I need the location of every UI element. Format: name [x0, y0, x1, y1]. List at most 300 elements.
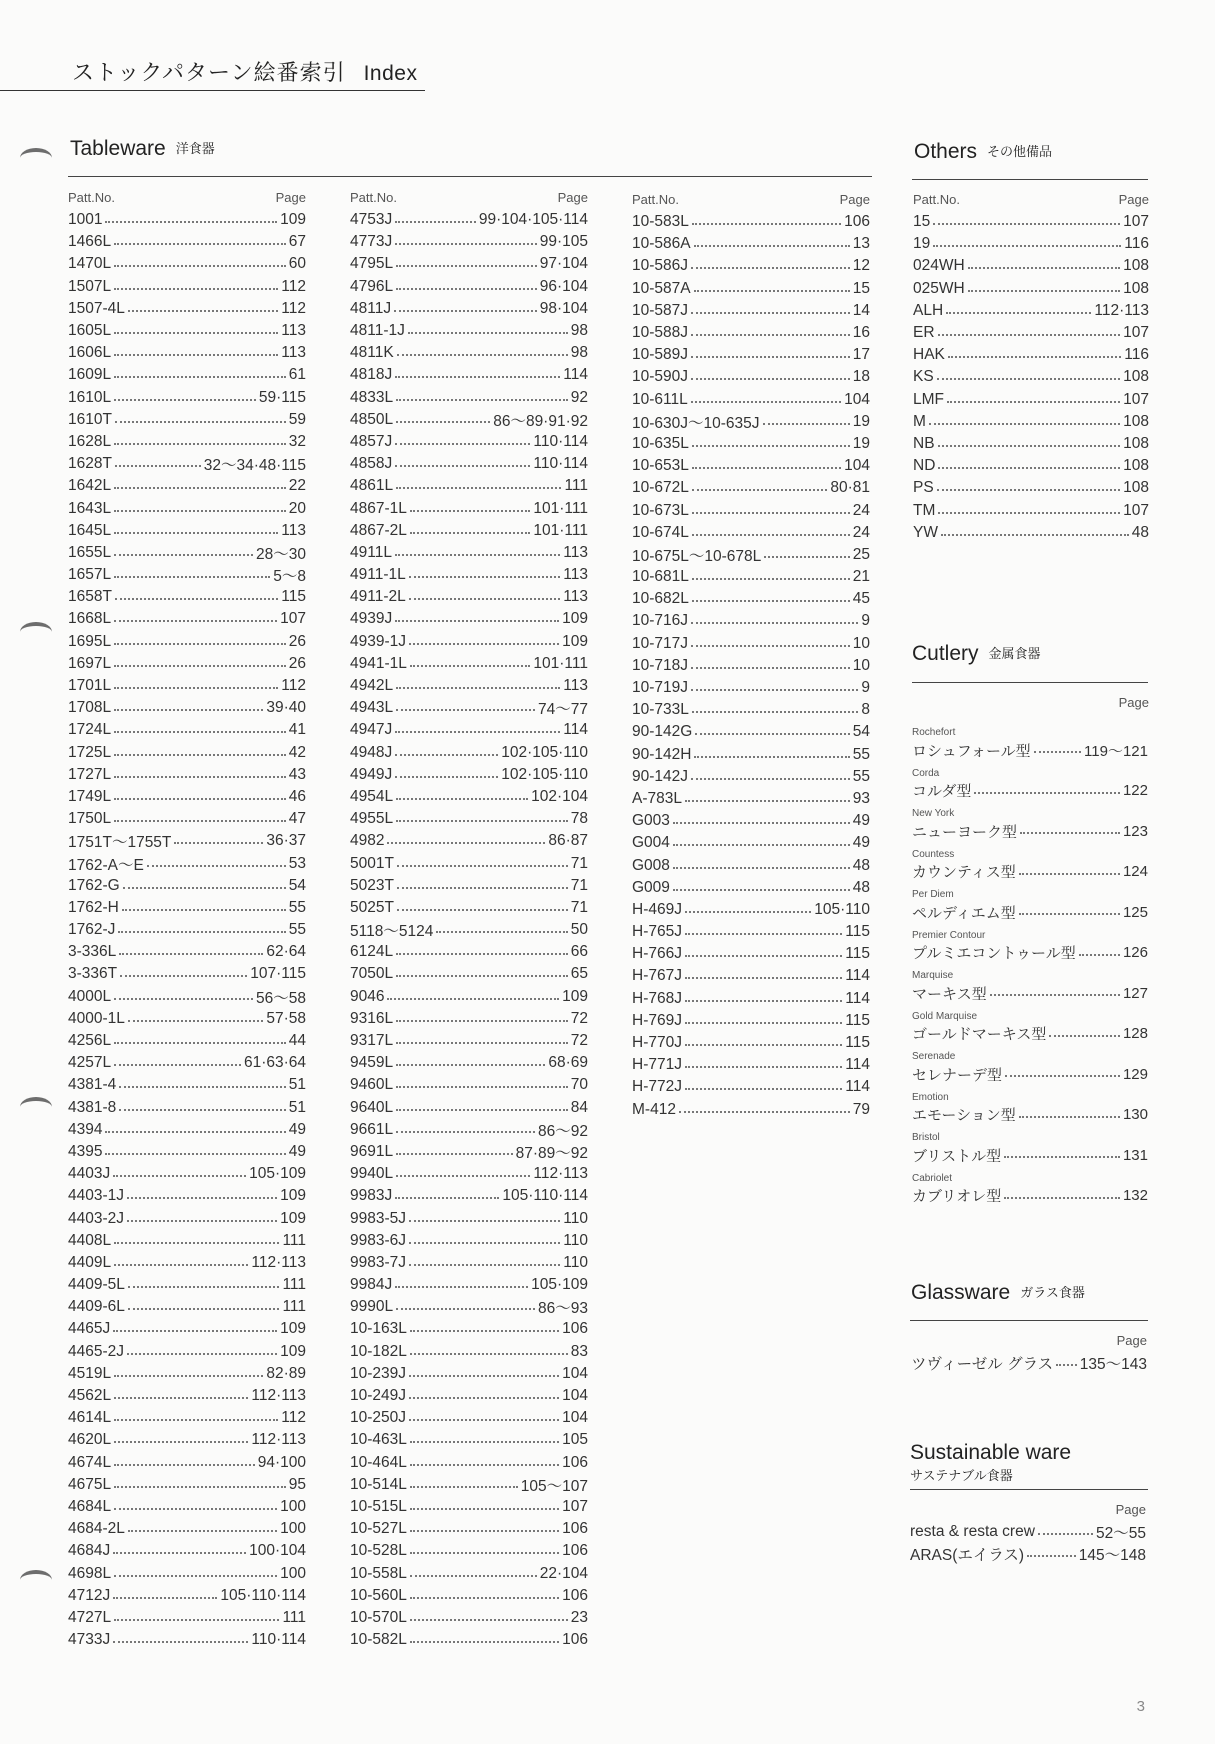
- pattern-number: 4409L: [68, 1253, 112, 1271]
- dot-leader: [692, 711, 858, 713]
- page-reference: 110·114: [251, 1631, 306, 1649]
- dot-leader: [692, 445, 850, 447]
- page-reference: 8: [861, 701, 870, 719]
- cutlery-row: [912, 780, 1148, 802]
- index-row: [350, 963, 588, 985]
- index-row: [350, 497, 588, 519]
- item-name: ARAS(エイラス): [910, 1547, 1025, 1564]
- page-reference: 71: [570, 876, 588, 894]
- pattern-number: 10-182L: [350, 1342, 407, 1360]
- pattern-number: 10-583L: [632, 213, 689, 231]
- index-row: [68, 1030, 306, 1052]
- pattern-number: 4408L: [68, 1231, 112, 1249]
- page-reference: 86〜93: [538, 1300, 588, 1318]
- index-row: [913, 322, 1149, 344]
- dot-leader: [114, 1508, 277, 1510]
- cutlery-item: [912, 848, 1148, 889]
- page-reference: 129: [1122, 1065, 1148, 1083]
- pattern-number: 9983-6J: [350, 1231, 407, 1249]
- index-row: [350, 364, 588, 386]
- dot-leader: [685, 955, 842, 957]
- cutlery-item-jp: ニューヨーク型: [912, 823, 1018, 841]
- page-reference: 114: [845, 989, 870, 1007]
- index-row: [911, 1352, 1147, 1374]
- pattern-number: 4948J: [350, 743, 393, 761]
- dot-leader: [436, 931, 567, 933]
- index-row: [68, 1341, 306, 1363]
- pattern-number: 6124L: [350, 943, 394, 961]
- index-row: [910, 1543, 1146, 1565]
- cutlery-row: [912, 901, 1148, 923]
- page-reference: 109: [562, 987, 588, 1005]
- page-reference: 48: [852, 878, 870, 896]
- pattern-number: 9640L: [350, 1098, 394, 1116]
- page-reference: 109: [280, 1342, 306, 1360]
- dot-leader: [691, 401, 841, 403]
- dot-leader: [396, 265, 537, 267]
- pattern-number: 10-527L: [350, 1520, 407, 1538]
- dot-leader: [396, 1175, 530, 1177]
- index-row: [68, 786, 306, 808]
- index-row: [68, 675, 306, 697]
- dot-leader: [938, 512, 1120, 514]
- page-reference: 113: [281, 521, 306, 539]
- page-reference: 112·113: [251, 1431, 306, 1449]
- page-reference: 107: [280, 610, 306, 628]
- dot-leader: [396, 1064, 545, 1066]
- page-reference: 108: [1123, 257, 1149, 275]
- index-row: [68, 1163, 306, 1185]
- section-title-cutlery-en: Cutlery: [912, 642, 979, 665]
- page-reference: 98·104: [539, 299, 588, 317]
- dot-leader: [938, 445, 1121, 447]
- index-row: [632, 433, 870, 455]
- page-reference: 113: [563, 677, 588, 695]
- pattern-number: 9940L: [350, 1165, 394, 1183]
- dot-leader: [119, 1109, 285, 1111]
- pattern-number: H-769J: [632, 1011, 682, 1029]
- pattern-number: 4684J: [68, 1542, 111, 1560]
- index-row: [350, 387, 588, 409]
- page-reference: 112: [281, 677, 306, 695]
- cutlery-item: [912, 767, 1148, 808]
- page-reference: 101·111: [533, 499, 588, 517]
- column-header: [68, 183, 306, 205]
- pattern-number: M: [913, 412, 926, 430]
- index-row: [350, 1008, 588, 1030]
- cutlery-item-jp: ゴールドマーキス型: [912, 1026, 1047, 1043]
- pattern-number: 4955L: [350, 810, 394, 828]
- page-reference: 24: [852, 523, 870, 541]
- dot-leader: [147, 865, 286, 867]
- binder-hole: [20, 148, 52, 168]
- section-title-tableware-en: Tableware: [70, 137, 166, 160]
- index-row: [68, 1629, 306, 1651]
- page-reference: 23: [570, 1608, 588, 1626]
- dot-leader: [410, 1508, 559, 1510]
- pattern-number: 10-587J: [632, 301, 689, 319]
- page-reference: 47: [288, 810, 306, 828]
- column-header-patt: Patt.No.: [68, 190, 115, 205]
- pattern-number: 1609L: [68, 366, 112, 384]
- column-header: [632, 185, 870, 207]
- dot-leader: [114, 1464, 255, 1466]
- dot-leader: [1079, 954, 1120, 956]
- dot-leader: [114, 1375, 263, 1377]
- page-reference: 106: [844, 213, 870, 231]
- dot-leader: [114, 1441, 248, 1443]
- index-row: [632, 344, 870, 366]
- page-reference: 79: [852, 1100, 870, 1118]
- pattern-number: G009: [632, 878, 670, 896]
- index-row: [350, 1474, 588, 1496]
- page-reference: 104: [562, 1364, 588, 1382]
- index-row: [68, 1562, 306, 1584]
- page-reference: 10: [852, 656, 870, 674]
- index-row: [68, 631, 306, 653]
- index-row: [68, 387, 306, 409]
- index-row: [350, 231, 588, 253]
- pattern-number: 1643L: [68, 499, 112, 517]
- index-row: [632, 943, 870, 965]
- index-row: [68, 963, 306, 985]
- pattern-number: 5118〜5124: [350, 923, 434, 941]
- page-reference: 26: [288, 632, 306, 650]
- column-header-patt: Patt.No.: [913, 192, 960, 207]
- dot-leader: [114, 376, 286, 378]
- pattern-number: 4949J: [350, 765, 393, 783]
- page-reference: 115: [845, 923, 870, 941]
- cutlery-item: [912, 1091, 1148, 1132]
- page-reference: 41: [288, 721, 306, 739]
- page-reference: 98: [570, 322, 588, 340]
- dot-leader: [114, 820, 286, 822]
- index-row: [632, 1032, 870, 1054]
- index-row: [632, 588, 870, 610]
- index-row: [68, 919, 306, 941]
- dot-leader: [410, 1353, 568, 1355]
- page-reference: 114: [845, 967, 870, 985]
- column-header: [911, 1326, 1147, 1348]
- index-row: [350, 786, 588, 808]
- dot-leader: [395, 776, 498, 778]
- index-row: [350, 1185, 588, 1207]
- dot-leader: [114, 265, 286, 267]
- dot-leader: [410, 510, 531, 512]
- index-row: [68, 830, 306, 852]
- dot-leader: [114, 1619, 279, 1621]
- pattern-number: 10-250J: [350, 1409, 407, 1427]
- dot-leader: [115, 421, 286, 423]
- index-row: [913, 278, 1149, 300]
- index-row: [350, 608, 588, 630]
- dot-leader: [1019, 913, 1120, 915]
- page-reference: 108: [1123, 434, 1149, 452]
- page-reference: 112·113: [251, 1387, 306, 1405]
- dot-leader: [410, 1597, 559, 1599]
- cutlery-item: [912, 929, 1148, 970]
- index-row: [350, 1030, 588, 1052]
- dot-leader: [691, 622, 858, 624]
- index-row: [350, 1119, 588, 1141]
- index-row: [632, 610, 870, 632]
- dot-leader: [127, 1220, 277, 1222]
- item-name: resta & resta crew: [910, 1523, 1035, 1540]
- page-reference: 53: [288, 854, 306, 872]
- pattern-number: 1628T: [68, 455, 112, 473]
- index-row: [913, 499, 1149, 521]
- dot-leader: [114, 288, 278, 290]
- index-row: [350, 808, 588, 830]
- index-row: [913, 433, 1149, 455]
- pattern-number: 4712J: [68, 1586, 111, 1604]
- page-reference: 119〜121: [1084, 742, 1148, 760]
- dot-leader: [1056, 1364, 1077, 1366]
- index-row: [68, 1363, 306, 1385]
- page-reference: 71: [570, 854, 588, 872]
- pattern-number: 10-464L: [350, 1453, 407, 1471]
- dot-leader: [946, 312, 1091, 314]
- page-reference: 105·109: [249, 1165, 306, 1183]
- page-reference: 55: [852, 767, 870, 785]
- dot-leader: [947, 401, 1120, 403]
- dot-leader: [113, 1641, 248, 1643]
- column-header-patt: Patt.No.: [350, 190, 397, 205]
- pattern-number: YW: [913, 523, 938, 541]
- dot-leader: [685, 933, 842, 935]
- dot-leader: [409, 643, 559, 645]
- pattern-number: 1001: [68, 211, 103, 229]
- dot-leader: [114, 643, 286, 645]
- page-reference: 110: [563, 1209, 588, 1227]
- page-reference: 46: [288, 787, 306, 805]
- index-row: [350, 1341, 588, 1363]
- dot-leader: [410, 1575, 537, 1577]
- index-row: [350, 1252, 588, 1274]
- dot-leader: [113, 1597, 217, 1599]
- page-reference: 65: [570, 965, 588, 983]
- dot-leader: [114, 1419, 278, 1421]
- page-reference: 112·113: [533, 1165, 588, 1183]
- dot-leader: [1019, 1116, 1120, 1118]
- index-row: [68, 1540, 306, 1562]
- index-row: [68, 520, 306, 542]
- page-reference: 114: [845, 1056, 870, 1074]
- page-reference: 16: [852, 324, 870, 342]
- dot-leader: [119, 953, 263, 955]
- dot-leader: [1019, 873, 1120, 875]
- dot-leader: [128, 1286, 280, 1288]
- cutlery-item-en: Corda: [912, 767, 940, 779]
- index-row: [350, 1363, 588, 1385]
- pattern-number: 4395: [68, 1142, 103, 1160]
- index-row: [350, 475, 588, 497]
- dot-leader: [396, 975, 568, 977]
- page-reference: 59: [288, 410, 306, 428]
- page-reference: 83: [570, 1342, 588, 1360]
- cutlery-row: [912, 1185, 1148, 1207]
- index-row: [68, 742, 306, 764]
- dot-leader: [396, 399, 568, 401]
- pattern-number: 4519L: [68, 1364, 112, 1382]
- index-row: [68, 453, 306, 475]
- dot-leader: [395, 1286, 528, 1288]
- page-reference: 107: [1123, 501, 1149, 519]
- pattern-number: 4465J: [68, 1320, 111, 1338]
- index-row: [632, 1010, 870, 1032]
- pattern-number: 1762-A〜E: [68, 856, 144, 874]
- index-row: [350, 342, 588, 364]
- dot-leader: [128, 1308, 280, 1310]
- page-title: [72, 56, 417, 87]
- column-header-page: Page: [275, 190, 306, 205]
- index-row: [632, 721, 870, 743]
- index-row: [350, 1274, 588, 1296]
- index-row: [68, 1230, 306, 1252]
- index-row: [68, 697, 306, 719]
- dot-leader: [409, 598, 561, 600]
- index-row: [350, 852, 588, 874]
- index-row: [350, 1163, 588, 1185]
- index-row: [68, 497, 306, 519]
- page-reference: 86〜92: [538, 1122, 588, 1140]
- index-row: [913, 366, 1149, 388]
- page-reference: 99·105: [539, 233, 588, 251]
- dot-leader: [114, 731, 286, 733]
- dot-leader: [764, 556, 849, 558]
- pattern-number: 4811K: [350, 344, 394, 362]
- dot-leader: [120, 975, 247, 977]
- index-row: [632, 389, 870, 411]
- tableware-column-3: [632, 185, 870, 1121]
- index-row: [68, 586, 306, 608]
- page-reference: 135〜143: [1079, 1356, 1147, 1373]
- index-row: [68, 764, 306, 786]
- page-reference: 19: [852, 434, 870, 452]
- index-row: [632, 965, 870, 987]
- dot-leader: [1005, 1075, 1120, 1077]
- dot-leader: [691, 356, 850, 358]
- pattern-number: 9460L: [350, 1076, 394, 1094]
- column-header-page: Page: [1118, 192, 1149, 207]
- page-reference: 106: [562, 1453, 588, 1471]
- index-row: [632, 455, 870, 477]
- page-reference: 52〜55: [1096, 1525, 1146, 1542]
- page-reference: 59·115: [258, 388, 306, 406]
- page-reference: 72: [570, 1032, 588, 1050]
- cutlery-item-jp: ブリストル型: [912, 1147, 1002, 1165]
- page-reference: 54: [288, 876, 306, 894]
- cutlery-item: [912, 969, 1148, 1010]
- pattern-number: 10-681L: [632, 568, 689, 586]
- sustainable-column: [910, 1495, 1146, 1565]
- dot-leader: [114, 1042, 286, 1044]
- dot-leader: [929, 423, 1120, 425]
- index-row: [913, 344, 1149, 366]
- pattern-number: 90-142G: [632, 723, 693, 741]
- dot-leader: [691, 667, 850, 669]
- pattern-number: 4942L: [350, 677, 394, 695]
- dot-leader: [114, 798, 286, 800]
- dot-leader: [128, 1020, 263, 1022]
- index-row: [632, 877, 870, 899]
- cutlery-item-jp: カウンティス型: [912, 864, 1016, 881]
- page-reference: 39·40: [266, 699, 306, 717]
- dot-leader: [396, 288, 537, 290]
- index-row: [68, 1429, 306, 1451]
- page-reference: 105: [562, 1431, 588, 1449]
- index-row: [632, 1099, 870, 1121]
- index-row: [350, 1607, 588, 1629]
- page-reference: 62·64: [266, 943, 306, 961]
- dot-leader: [1027, 1555, 1076, 1557]
- index-row: [68, 852, 306, 874]
- dot-leader: [673, 822, 850, 824]
- dot-leader: [114, 1242, 279, 1244]
- column-header-page: Page: [557, 190, 588, 205]
- index-row: [68, 1607, 306, 1629]
- index-row: [350, 697, 588, 719]
- pattern-number: 9983-7J: [350, 1253, 407, 1271]
- pattern-number: 4000L: [68, 987, 112, 1005]
- page-reference: 100: [280, 1497, 306, 1515]
- dot-leader: [114, 776, 286, 778]
- pattern-number: H-765J: [632, 923, 682, 941]
- page-reference: 86·87: [548, 832, 588, 850]
- dot-leader: [397, 909, 568, 911]
- dot-leader: [395, 1197, 499, 1199]
- page-reference: 105·110·114: [502, 1187, 588, 1205]
- index-row: [68, 253, 306, 275]
- page-reference: 95: [288, 1475, 306, 1493]
- pattern-number: 4403-2J: [68, 1209, 125, 1227]
- pattern-number: 9317L: [350, 1032, 394, 1050]
- index-row: [632, 544, 870, 566]
- cutlery-row: [912, 1063, 1148, 1085]
- page-reference: 44: [288, 1032, 306, 1050]
- index-row: [350, 1097, 588, 1119]
- pattern-number: G003: [632, 812, 670, 830]
- dot-leader: [410, 1530, 559, 1532]
- pattern-number: 025WH: [913, 279, 965, 297]
- index-row: [68, 1119, 306, 1141]
- dot-leader: [387, 998, 559, 1000]
- dot-leader: [114, 709, 263, 711]
- page-reference: 107·115: [250, 965, 306, 983]
- index-row: [350, 1318, 588, 1340]
- index-row: [632, 766, 870, 788]
- glassware-column: [911, 1326, 1147, 1374]
- page-reference: 21: [852, 568, 870, 586]
- dot-leader: [113, 1552, 246, 1554]
- pattern-number: 10-653L: [632, 457, 689, 475]
- page-reference: 109: [280, 1320, 306, 1338]
- index-row: [350, 764, 588, 786]
- dot-leader: [114, 1264, 248, 1266]
- index-row: [68, 608, 306, 630]
- index-row: [350, 1052, 588, 1074]
- tableware-column-2: [350, 183, 588, 1651]
- pattern-number: 4861L: [350, 477, 394, 495]
- pattern-number: 10-611L: [632, 390, 688, 408]
- pattern-number: 10-718J: [632, 656, 689, 674]
- dot-leader: [1034, 751, 1081, 753]
- pattern-number: 10-514L: [350, 1475, 407, 1493]
- index-row: [632, 1076, 870, 1098]
- dot-leader: [113, 1330, 277, 1332]
- pattern-number: 10-463L: [350, 1431, 407, 1449]
- pattern-number: 10-586J: [632, 257, 689, 275]
